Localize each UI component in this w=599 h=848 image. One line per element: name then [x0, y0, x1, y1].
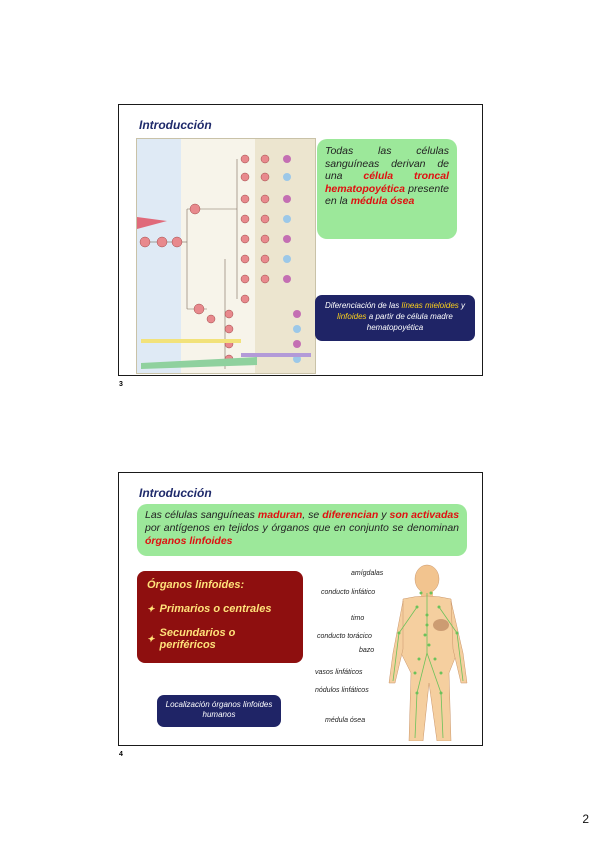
- localization-caption-text: Localización órganos linfoides humanos: [165, 700, 273, 719]
- stem-cell-text-2: presente en la: [325, 182, 449, 207]
- label-amigdalas: amígdalas: [351, 570, 384, 577]
- list-item-label: Primarios o centrales: [159, 603, 272, 615]
- lymphoid-highlight: linfoides: [337, 312, 367, 321]
- label-bazo: bazo: [359, 647, 375, 654]
- diferencian-highlight: diferencian: [322, 509, 379, 521]
- lymphoid-organs-note: [137, 504, 467, 556]
- note-text-3: y: [381, 509, 387, 521]
- caption-text-2: y: [461, 301, 466, 310]
- slide-title: Introducción: [139, 118, 212, 132]
- slide-4: [118, 472, 483, 746]
- note-text-1: Las células sanguíneas: [145, 509, 255, 521]
- human-body-illustration: [359, 563, 479, 741]
- note-text-4: por antígenos en tejidos y órganos que en conjunto se denominan: [145, 522, 459, 534]
- slide-title: Introducción: [139, 486, 212, 500]
- bone-marrow-highlight: médula ósea: [350, 195, 415, 207]
- label-medula-osea: médula ósea: [325, 717, 366, 724]
- stem-cell-highlight: célula troncal hematopoyética: [325, 170, 449, 195]
- slide-number-4: 4: [119, 751, 123, 758]
- slide-3: [118, 104, 483, 376]
- hematopoiesis-diagram: [136, 138, 316, 374]
- slide-number-3: 3: [119, 381, 123, 388]
- label-conducto-linfatico: conducto linfático: [321, 589, 376, 596]
- label-timo: timo: [351, 615, 365, 622]
- stem-cell-note: [317, 139, 457, 239]
- lymphoid-organs-box: [137, 571, 303, 663]
- note-text-2: , se: [302, 509, 320, 521]
- list-item-primary: [147, 603, 293, 615]
- maduran-highlight: maduran: [257, 509, 303, 521]
- activadas-highlight: son activadas: [389, 509, 460, 521]
- caption-text-1: Diferenciación de las: [324, 301, 400, 310]
- diamond-bullet-icon: ✦: [147, 633, 155, 644]
- lymphoid-organs-heading: Órganos linfoides:: [147, 579, 245, 591]
- list-item-secondary: [147, 627, 293, 651]
- stem-cell-text-1: Todas las células sanguíneas derivan de una: [325, 145, 449, 182]
- organos-linfoides-highlight: órganos linfoides: [145, 535, 233, 547]
- label-vasos-linfaticos: vasos linfáticos: [315, 669, 363, 676]
- page-number: 2: [582, 812, 589, 826]
- differentiation-caption: [315, 295, 475, 341]
- label-conducto-toracico: conducto torácico: [317, 633, 372, 640]
- myeloid-highlight: líneas mieloides: [401, 301, 459, 310]
- localization-caption: [157, 695, 281, 727]
- diamond-bullet-icon: ✦: [147, 603, 155, 614]
- caption-text-3: a partir de célula madre hematopoyética: [366, 312, 453, 332]
- list-item-label: Secundarios o periféricos: [159, 627, 236, 651]
- label-nodulos-linfaticos: nódulos linfáticos: [315, 687, 369, 694]
